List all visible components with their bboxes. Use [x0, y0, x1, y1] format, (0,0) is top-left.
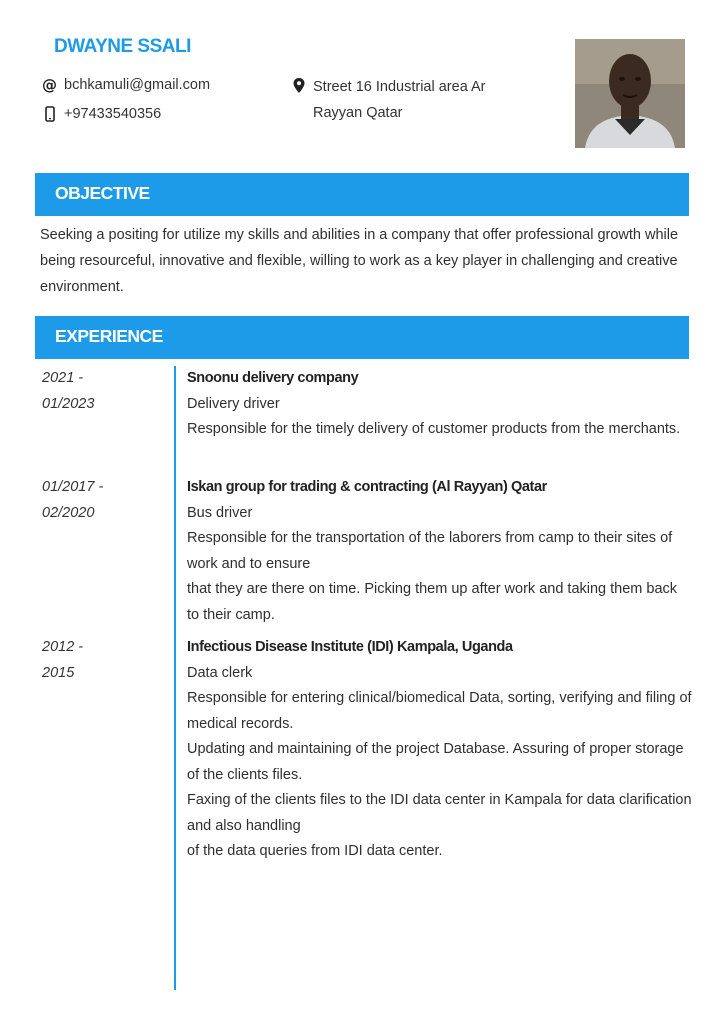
company-name: Iskan group for trading & contracting (Al Rayyan) Qatar: [187, 479, 547, 495]
company-name: Infectious Disease Institute (IDI) Kampala, Uganda: [187, 639, 513, 655]
job-role: Data clerk: [187, 664, 253, 681]
profile-photo: [575, 39, 685, 148]
date-end: 01/2023: [42, 395, 95, 412]
svg-text:@: @: [42, 77, 57, 93]
date-end: 02/2020: [42, 504, 95, 521]
date-start: 2021 -: [42, 370, 84, 386]
location-pin-icon: [291, 77, 309, 104]
company-name: Snoonu delivery company: [187, 370, 359, 386]
objective-title: OBJECTIVE: [55, 183, 150, 203]
mobile-phone-icon: [42, 106, 60, 126]
job-role: Delivery driver: [187, 395, 280, 412]
resume-name: DWAYNE SSALI: [54, 36, 191, 57]
email-text[interactable]: bchkamuli@gmail.com: [64, 77, 211, 93]
experience-header: [35, 316, 689, 359]
at-icon: [42, 77, 60, 97]
timeline-divider: [174, 366, 176, 990]
entry-body: [187, 366, 692, 443]
entry-body: [187, 475, 692, 628]
address-line-1: Street 16 Industrial area Ar: [313, 79, 486, 95]
job-description: Responsible for the timely delivery of customer products from the merchants.: [187, 421, 681, 437]
job-description: Faxing of the clients files to the IDI data center in Kampala for data clarification and also handling: [187, 792, 692, 834]
entry-body: [187, 635, 692, 865]
entry-date: [42, 635, 162, 686]
job-description: Updating and maintaining of the project Database. Assuring of proper storage of the clients files.: [187, 741, 684, 783]
address-contact: [291, 74, 513, 126]
phone-contact: [42, 106, 161, 126]
entry-date: [42, 366, 162, 417]
job-description: Responsible for the transportation of the laborers from camp to their sites of work and to ensure: [187, 530, 673, 572]
job-description: Responsible for entering clinical/biomedical Data, sorting, verifying and filing of medical records.: [187, 690, 692, 732]
job-role: Bus driver: [187, 504, 253, 521]
date-start: 01/2017 -: [42, 479, 104, 495]
phone-text[interactable]: +97433540356: [64, 106, 162, 122]
email-contact: [42, 77, 210, 97]
date-start: 2012 -: [42, 639, 84, 655]
job-description: that they are there on time. Picking them up after work and taking them back to their camp.: [187, 581, 678, 623]
experience-title: EXPERIENCE: [55, 326, 163, 346]
objective-text: Seeking a positing for utilize my skills and abilities in a company that offer professional growth while being resourceful, innovative and flexible, willing to work as a key player in challenging and creative environment.: [40, 227, 679, 295]
job-description: of the data queries from IDI data center.: [187, 843, 443, 859]
address-text: [313, 74, 513, 126]
objective-header: [35, 173, 689, 216]
entry-date: [42, 475, 162, 526]
address-line-2: Rayyan Qatar: [313, 105, 403, 121]
date-end: 2015: [42, 664, 75, 681]
